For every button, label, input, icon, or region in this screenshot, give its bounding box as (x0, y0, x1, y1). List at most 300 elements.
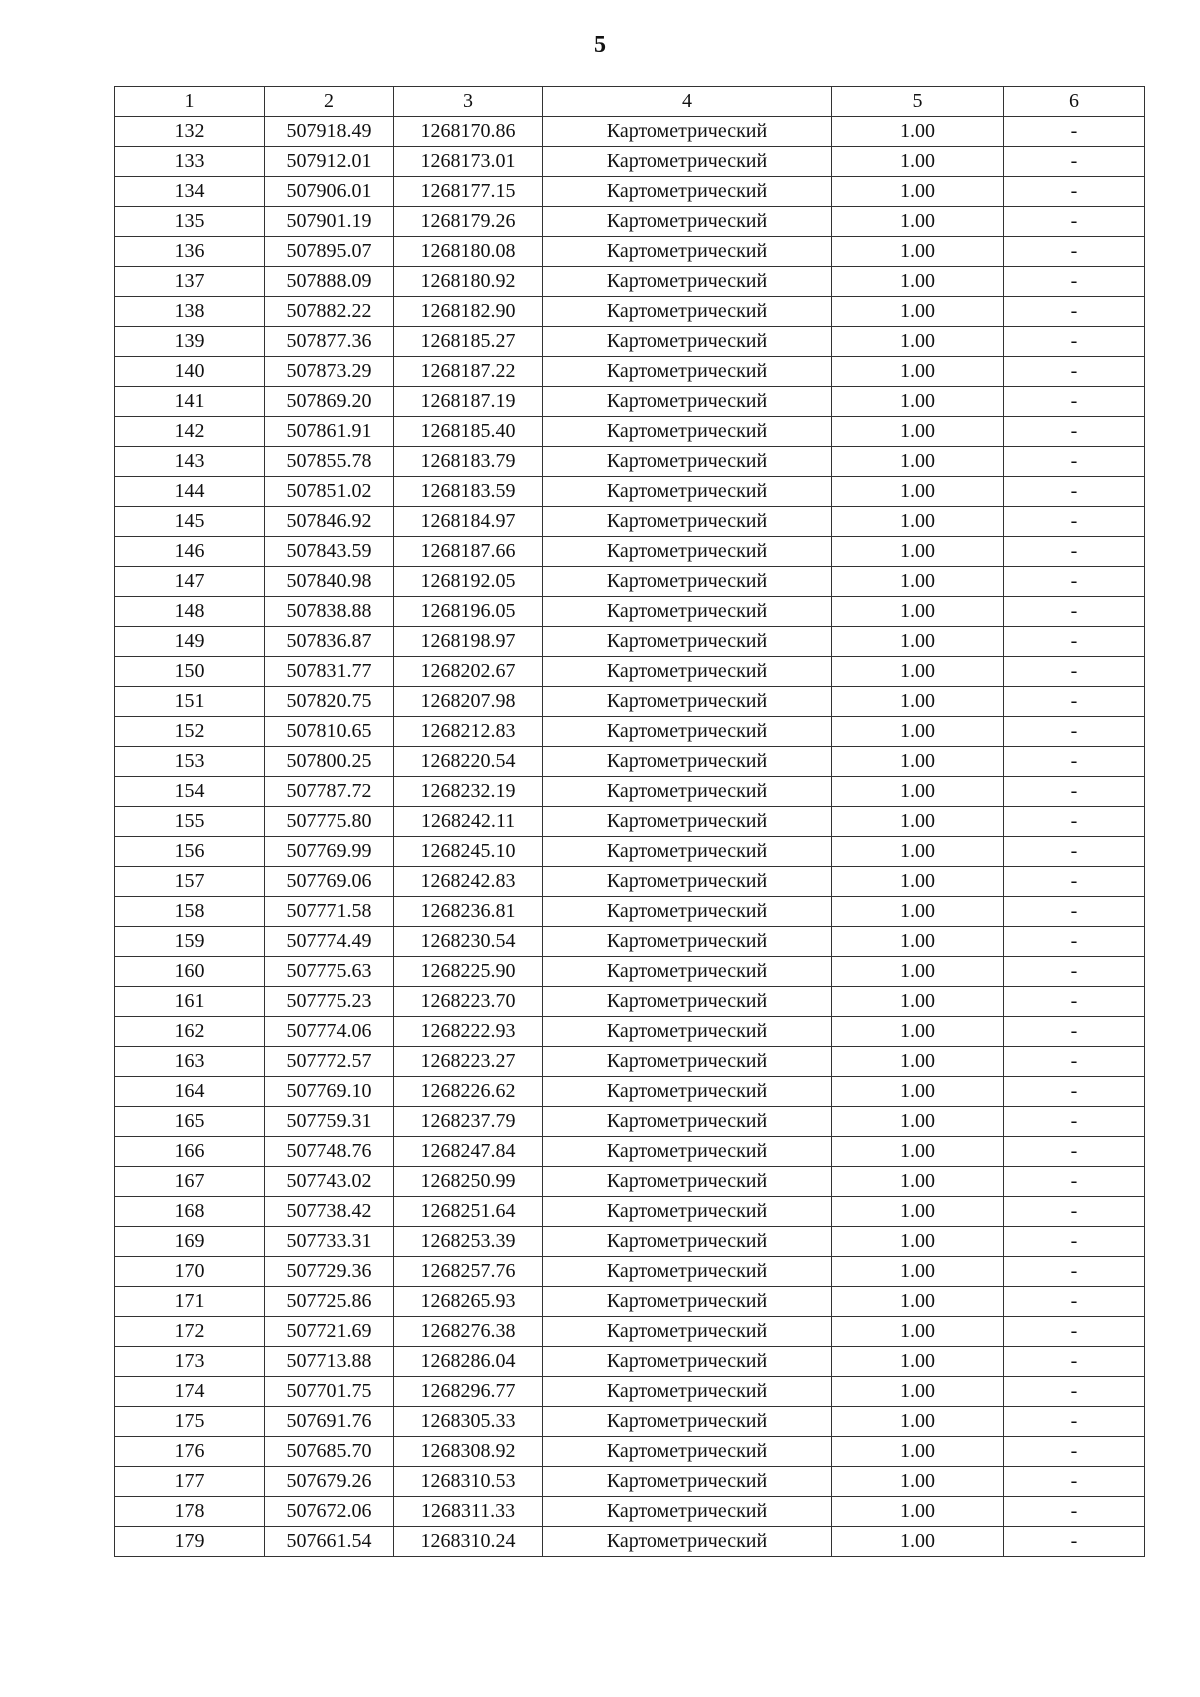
table-row (115, 117, 1145, 147)
table-row (115, 597, 1145, 627)
description-cell: - (1004, 627, 1145, 657)
method-cell: Картометрический (543, 1257, 832, 1287)
table-row (115, 207, 1145, 237)
point-number-cell: 159 (115, 927, 265, 957)
y-coordinate-cell: 1268185.27 (394, 327, 543, 357)
table-header (115, 87, 1145, 117)
x-coordinate-cell: 507679.26 (265, 1467, 394, 1497)
point-number-cell: 145 (115, 507, 265, 537)
table-row (115, 1227, 1145, 1257)
method-cell: Картометрический (543, 987, 832, 1017)
method-cell: Картометрический (543, 1227, 832, 1257)
column-header-6: 6 (1004, 87, 1145, 117)
accuracy-cell: 1.00 (832, 1017, 1004, 1047)
table-row (115, 1437, 1145, 1467)
table-row (115, 777, 1145, 807)
accuracy-cell: 1.00 (832, 1347, 1004, 1377)
point-number-cell: 174 (115, 1377, 265, 1407)
method-cell: Картометрический (543, 1317, 832, 1347)
x-coordinate-cell: 507882.22 (265, 297, 394, 327)
description-cell: - (1004, 117, 1145, 147)
x-coordinate-cell: 507775.23 (265, 987, 394, 1017)
x-coordinate-cell: 507733.31 (265, 1227, 394, 1257)
description-cell: - (1004, 1497, 1145, 1527)
column-header-3: 3 (394, 87, 543, 117)
table-row (115, 357, 1145, 387)
point-number-cell: 167 (115, 1167, 265, 1197)
y-coordinate-cell: 1268180.08 (394, 237, 543, 267)
table-row (115, 447, 1145, 477)
x-coordinate-cell: 507685.70 (265, 1437, 394, 1467)
accuracy-cell: 1.00 (832, 1527, 1004, 1557)
description-cell: - (1004, 447, 1145, 477)
accuracy-cell: 1.00 (832, 1197, 1004, 1227)
y-coordinate-cell: 1268232.19 (394, 777, 543, 807)
accuracy-cell: 1.00 (832, 747, 1004, 777)
description-cell: - (1004, 1227, 1145, 1257)
method-cell: Картометрический (543, 1437, 832, 1467)
point-number-cell: 150 (115, 657, 265, 687)
method-cell: Картометрический (543, 507, 832, 537)
method-cell: Картометрический (543, 1017, 832, 1047)
method-cell: Картометрический (543, 207, 832, 237)
y-coordinate-cell: 1268192.05 (394, 567, 543, 597)
page-number: 5 (594, 32, 606, 58)
table-row (115, 147, 1145, 177)
accuracy-cell: 1.00 (832, 927, 1004, 957)
description-cell: - (1004, 327, 1145, 357)
description-cell: - (1004, 657, 1145, 687)
accuracy-cell: 1.00 (832, 1257, 1004, 1287)
method-cell: Картометрический (543, 1407, 832, 1437)
accuracy-cell: 1.00 (832, 597, 1004, 627)
description-cell: - (1004, 1197, 1145, 1227)
point-number-cell: 143 (115, 447, 265, 477)
description-cell: - (1004, 147, 1145, 177)
point-number-cell: 134 (115, 177, 265, 207)
description-cell: - (1004, 837, 1145, 867)
point-number-cell: 153 (115, 747, 265, 777)
method-cell: Картометрический (543, 297, 832, 327)
description-cell: - (1004, 957, 1145, 987)
x-coordinate-cell: 507888.09 (265, 267, 394, 297)
point-number-cell: 172 (115, 1317, 265, 1347)
method-cell: Картометрический (543, 1467, 832, 1497)
description-cell: - (1004, 387, 1145, 417)
description-cell: - (1004, 1017, 1145, 1047)
method-cell: Картометрический (543, 447, 832, 477)
method-cell: Картометрический (543, 477, 832, 507)
point-number-cell: 170 (115, 1257, 265, 1287)
x-coordinate-cell: 507787.72 (265, 777, 394, 807)
x-coordinate-cell: 507769.10 (265, 1077, 394, 1107)
point-number-cell: 156 (115, 837, 265, 867)
y-coordinate-cell: 1268230.54 (394, 927, 543, 957)
x-coordinate-cell: 507912.01 (265, 147, 394, 177)
method-cell: Картометрический (543, 1527, 832, 1557)
description-cell: - (1004, 297, 1145, 327)
description-cell: - (1004, 747, 1145, 777)
y-coordinate-cell: 1268180.92 (394, 267, 543, 297)
description-cell: - (1004, 1527, 1145, 1557)
table-row (115, 1167, 1145, 1197)
accuracy-cell: 1.00 (832, 417, 1004, 447)
y-coordinate-cell: 1268196.05 (394, 597, 543, 627)
table-row (115, 477, 1145, 507)
point-number-cell: 152 (115, 717, 265, 747)
method-cell: Картометрический (543, 357, 832, 387)
description-cell: - (1004, 687, 1145, 717)
table-row (115, 297, 1145, 327)
y-coordinate-cell: 1268198.97 (394, 627, 543, 657)
x-coordinate-cell: 507772.57 (265, 1047, 394, 1077)
table-row (115, 837, 1145, 867)
table-row (115, 1407, 1145, 1437)
point-number-cell: 166 (115, 1137, 265, 1167)
table-row (115, 1137, 1145, 1167)
table-row (115, 327, 1145, 357)
y-coordinate-cell: 1268183.79 (394, 447, 543, 477)
y-coordinate-cell: 1268222.93 (394, 1017, 543, 1047)
accuracy-cell: 1.00 (832, 1287, 1004, 1317)
table-row (115, 657, 1145, 687)
point-number-cell: 141 (115, 387, 265, 417)
x-coordinate-cell: 507836.87 (265, 627, 394, 657)
method-cell: Картометрический (543, 177, 832, 207)
x-coordinate-cell: 507701.75 (265, 1377, 394, 1407)
accuracy-cell: 1.00 (832, 1137, 1004, 1167)
y-coordinate-cell: 1268187.66 (394, 537, 543, 567)
x-coordinate-cell: 507843.59 (265, 537, 394, 567)
method-cell: Картометрический (543, 897, 832, 927)
table-row (115, 177, 1145, 207)
x-coordinate-cell: 507861.91 (265, 417, 394, 447)
x-coordinate-cell: 507895.07 (265, 237, 394, 267)
accuracy-cell: 1.00 (832, 117, 1004, 147)
y-coordinate-cell: 1268220.54 (394, 747, 543, 777)
point-number-cell: 139 (115, 327, 265, 357)
x-coordinate-cell: 507840.98 (265, 567, 394, 597)
table-row (115, 1017, 1145, 1047)
coordinates-table (114, 86, 1145, 1557)
y-coordinate-cell: 1268242.83 (394, 867, 543, 897)
point-number-cell: 135 (115, 207, 265, 237)
point-number-cell: 178 (115, 1497, 265, 1527)
header-row (115, 87, 1145, 117)
table-row (115, 1077, 1145, 1107)
point-number-cell: 138 (115, 297, 265, 327)
method-cell: Картометрический (543, 867, 832, 897)
table-row (115, 627, 1145, 657)
table-row (115, 1347, 1145, 1377)
x-coordinate-cell: 507906.01 (265, 177, 394, 207)
accuracy-cell: 1.00 (832, 1317, 1004, 1347)
method-cell: Картометрический (543, 1077, 832, 1107)
x-coordinate-cell: 507775.63 (265, 957, 394, 987)
table-row (115, 267, 1145, 297)
method-cell: Картометрический (543, 627, 832, 657)
description-cell: - (1004, 1287, 1145, 1317)
method-cell: Картометрический (543, 267, 832, 297)
description-cell: - (1004, 1437, 1145, 1467)
description-cell: - (1004, 1317, 1145, 1347)
table-row (115, 1467, 1145, 1497)
x-coordinate-cell: 507901.19 (265, 207, 394, 237)
accuracy-cell: 1.00 (832, 1407, 1004, 1437)
y-coordinate-cell: 1268223.70 (394, 987, 543, 1017)
method-cell: Картометрический (543, 957, 832, 987)
x-coordinate-cell: 507846.92 (265, 507, 394, 537)
accuracy-cell: 1.00 (832, 177, 1004, 207)
method-cell: Картометрический (543, 1377, 832, 1407)
accuracy-cell: 1.00 (832, 1077, 1004, 1107)
x-coordinate-cell: 507672.06 (265, 1497, 394, 1527)
y-coordinate-cell: 1268310.53 (394, 1467, 543, 1497)
table-row (115, 807, 1145, 837)
method-cell: Картометрический (543, 927, 832, 957)
point-number-cell: 136 (115, 237, 265, 267)
description-cell: - (1004, 1347, 1145, 1377)
point-number-cell: 155 (115, 807, 265, 837)
y-coordinate-cell: 1268237.79 (394, 1107, 543, 1137)
table-row (115, 1497, 1145, 1527)
accuracy-cell: 1.00 (832, 1107, 1004, 1137)
method-cell: Картометрический (543, 1107, 832, 1137)
point-number-cell: 151 (115, 687, 265, 717)
point-number-cell: 154 (115, 777, 265, 807)
y-coordinate-cell: 1268296.77 (394, 1377, 543, 1407)
x-coordinate-cell: 507918.49 (265, 117, 394, 147)
table-row (115, 1377, 1145, 1407)
point-number-cell: 169 (115, 1227, 265, 1257)
y-coordinate-cell: 1268310.24 (394, 1527, 543, 1557)
table-row (115, 237, 1145, 267)
accuracy-cell: 1.00 (832, 507, 1004, 537)
y-coordinate-cell: 1268311.33 (394, 1497, 543, 1527)
column-header-2: 2 (265, 87, 394, 117)
x-coordinate-cell: 507729.36 (265, 1257, 394, 1287)
method-cell: Картометрический (543, 657, 832, 687)
method-cell: Картометрический (543, 147, 832, 177)
description-cell: - (1004, 1167, 1145, 1197)
method-cell: Картометрический (543, 687, 832, 717)
accuracy-cell: 1.00 (832, 897, 1004, 927)
accuracy-cell: 1.00 (832, 477, 1004, 507)
column-header-5: 5 (832, 87, 1004, 117)
description-cell: - (1004, 897, 1145, 927)
y-coordinate-cell: 1268236.81 (394, 897, 543, 927)
accuracy-cell: 1.00 (832, 207, 1004, 237)
description-cell: - (1004, 537, 1145, 567)
accuracy-cell: 1.00 (832, 537, 1004, 567)
accuracy-cell: 1.00 (832, 567, 1004, 597)
table-row (115, 417, 1145, 447)
x-coordinate-cell: 507831.77 (265, 657, 394, 687)
y-coordinate-cell: 1268265.93 (394, 1287, 543, 1317)
description-cell: - (1004, 1467, 1145, 1497)
x-coordinate-cell: 507759.31 (265, 1107, 394, 1137)
point-number-cell: 162 (115, 1017, 265, 1047)
x-coordinate-cell: 507800.25 (265, 747, 394, 777)
accuracy-cell: 1.00 (832, 807, 1004, 837)
y-coordinate-cell: 1268184.97 (394, 507, 543, 537)
accuracy-cell: 1.00 (832, 687, 1004, 717)
y-coordinate-cell: 1268182.90 (394, 297, 543, 327)
accuracy-cell: 1.00 (832, 867, 1004, 897)
description-cell: - (1004, 717, 1145, 747)
accuracy-cell: 1.00 (832, 957, 1004, 987)
point-number-cell: 142 (115, 417, 265, 447)
description-cell: - (1004, 1047, 1145, 1077)
x-coordinate-cell: 507869.20 (265, 387, 394, 417)
description-cell: - (1004, 1077, 1145, 1107)
point-number-cell: 163 (115, 1047, 265, 1077)
description-cell: - (1004, 357, 1145, 387)
y-coordinate-cell: 1268212.83 (394, 717, 543, 747)
method-cell: Картометрический (543, 417, 832, 447)
accuracy-cell: 1.00 (832, 1377, 1004, 1407)
point-number-cell: 144 (115, 477, 265, 507)
x-coordinate-cell: 507748.76 (265, 1137, 394, 1167)
table-row (115, 1047, 1145, 1077)
description-cell: - (1004, 867, 1145, 897)
description-cell: - (1004, 507, 1145, 537)
point-number-cell: 164 (115, 1077, 265, 1107)
y-coordinate-cell: 1268202.67 (394, 657, 543, 687)
x-coordinate-cell: 507769.99 (265, 837, 394, 867)
y-coordinate-cell: 1268226.62 (394, 1077, 543, 1107)
point-number-cell: 148 (115, 597, 265, 627)
accuracy-cell: 1.00 (832, 1227, 1004, 1257)
table-row (115, 387, 1145, 417)
x-coordinate-cell: 507774.49 (265, 927, 394, 957)
table-row (115, 1317, 1145, 1347)
point-number-cell: 171 (115, 1287, 265, 1317)
x-coordinate-cell: 507721.69 (265, 1317, 394, 1347)
x-coordinate-cell: 507810.65 (265, 717, 394, 747)
accuracy-cell: 1.00 (832, 387, 1004, 417)
accuracy-cell: 1.00 (832, 987, 1004, 1017)
table-row (115, 717, 1145, 747)
point-number-cell: 179 (115, 1527, 265, 1557)
x-coordinate-cell: 507838.88 (265, 597, 394, 627)
accuracy-cell: 1.00 (832, 1437, 1004, 1467)
method-cell: Картометрический (543, 327, 832, 357)
x-coordinate-cell: 507873.29 (265, 357, 394, 387)
accuracy-cell: 1.00 (832, 1167, 1004, 1197)
x-coordinate-cell: 507743.02 (265, 1167, 394, 1197)
method-cell: Картометрический (543, 837, 832, 867)
point-number-cell: 149 (115, 627, 265, 657)
column-header-1: 1 (115, 87, 265, 117)
point-number-cell: 133 (115, 147, 265, 177)
y-coordinate-cell: 1268305.33 (394, 1407, 543, 1437)
table-row (115, 507, 1145, 537)
point-number-cell: 158 (115, 897, 265, 927)
y-coordinate-cell: 1268245.10 (394, 837, 543, 867)
method-cell: Картометрический (543, 747, 832, 777)
description-cell: - (1004, 567, 1145, 597)
method-cell: Картометрический (543, 1497, 832, 1527)
accuracy-cell: 1.00 (832, 717, 1004, 747)
description-cell: - (1004, 417, 1145, 447)
description-cell: - (1004, 1257, 1145, 1287)
accuracy-cell: 1.00 (832, 327, 1004, 357)
accuracy-cell: 1.00 (832, 627, 1004, 657)
point-number-cell: 137 (115, 267, 265, 297)
x-coordinate-cell: 507691.76 (265, 1407, 394, 1437)
y-coordinate-cell: 1268308.92 (394, 1437, 543, 1467)
description-cell: - (1004, 597, 1145, 627)
table-row (115, 957, 1145, 987)
method-cell: Картометрический (543, 1137, 832, 1167)
table-row (115, 687, 1145, 717)
y-coordinate-cell: 1268187.22 (394, 357, 543, 387)
x-coordinate-cell: 507851.02 (265, 477, 394, 507)
y-coordinate-cell: 1268251.64 (394, 1197, 543, 1227)
y-coordinate-cell: 1268242.11 (394, 807, 543, 837)
x-coordinate-cell: 507725.86 (265, 1287, 394, 1317)
y-coordinate-cell: 1268187.19 (394, 387, 543, 417)
accuracy-cell: 1.00 (832, 147, 1004, 177)
point-number-cell: 177 (115, 1467, 265, 1497)
x-coordinate-cell: 507713.88 (265, 1347, 394, 1377)
x-coordinate-cell: 507774.06 (265, 1017, 394, 1047)
description-cell: - (1004, 987, 1145, 1017)
description-cell: - (1004, 477, 1145, 507)
x-coordinate-cell: 507877.36 (265, 327, 394, 357)
table-row (115, 567, 1145, 597)
table-body (115, 117, 1145, 1557)
method-cell: Картометрический (543, 1197, 832, 1227)
accuracy-cell: 1.00 (832, 1497, 1004, 1527)
y-coordinate-cell: 1268173.01 (394, 147, 543, 177)
point-number-cell: 146 (115, 537, 265, 567)
point-number-cell: 140 (115, 357, 265, 387)
method-cell: Картометрический (543, 567, 832, 597)
point-number-cell: 147 (115, 567, 265, 597)
description-cell: - (1004, 777, 1145, 807)
x-coordinate-cell: 507820.75 (265, 687, 394, 717)
table-row (115, 1257, 1145, 1287)
x-coordinate-cell: 507769.06 (265, 867, 394, 897)
point-number-cell: 175 (115, 1407, 265, 1437)
description-cell: - (1004, 207, 1145, 237)
accuracy-cell: 1.00 (832, 357, 1004, 387)
accuracy-cell: 1.00 (832, 1467, 1004, 1497)
y-coordinate-cell: 1268276.38 (394, 1317, 543, 1347)
y-coordinate-cell: 1268179.26 (394, 207, 543, 237)
table-row (115, 537, 1145, 567)
point-number-cell: 173 (115, 1347, 265, 1377)
table-row (115, 897, 1145, 927)
point-number-cell: 168 (115, 1197, 265, 1227)
description-cell: - (1004, 927, 1145, 957)
point-number-cell: 160 (115, 957, 265, 987)
y-coordinate-cell: 1268253.39 (394, 1227, 543, 1257)
point-number-cell: 161 (115, 987, 265, 1017)
accuracy-cell: 1.00 (832, 447, 1004, 477)
y-coordinate-cell: 1268247.84 (394, 1137, 543, 1167)
point-number-cell: 132 (115, 117, 265, 147)
x-coordinate-cell: 507855.78 (265, 447, 394, 477)
y-coordinate-cell: 1268223.27 (394, 1047, 543, 1077)
x-coordinate-cell: 507775.80 (265, 807, 394, 837)
method-cell: Картометрический (543, 387, 832, 417)
y-coordinate-cell: 1268185.40 (394, 417, 543, 447)
y-coordinate-cell: 1268250.99 (394, 1167, 543, 1197)
accuracy-cell: 1.00 (832, 237, 1004, 267)
